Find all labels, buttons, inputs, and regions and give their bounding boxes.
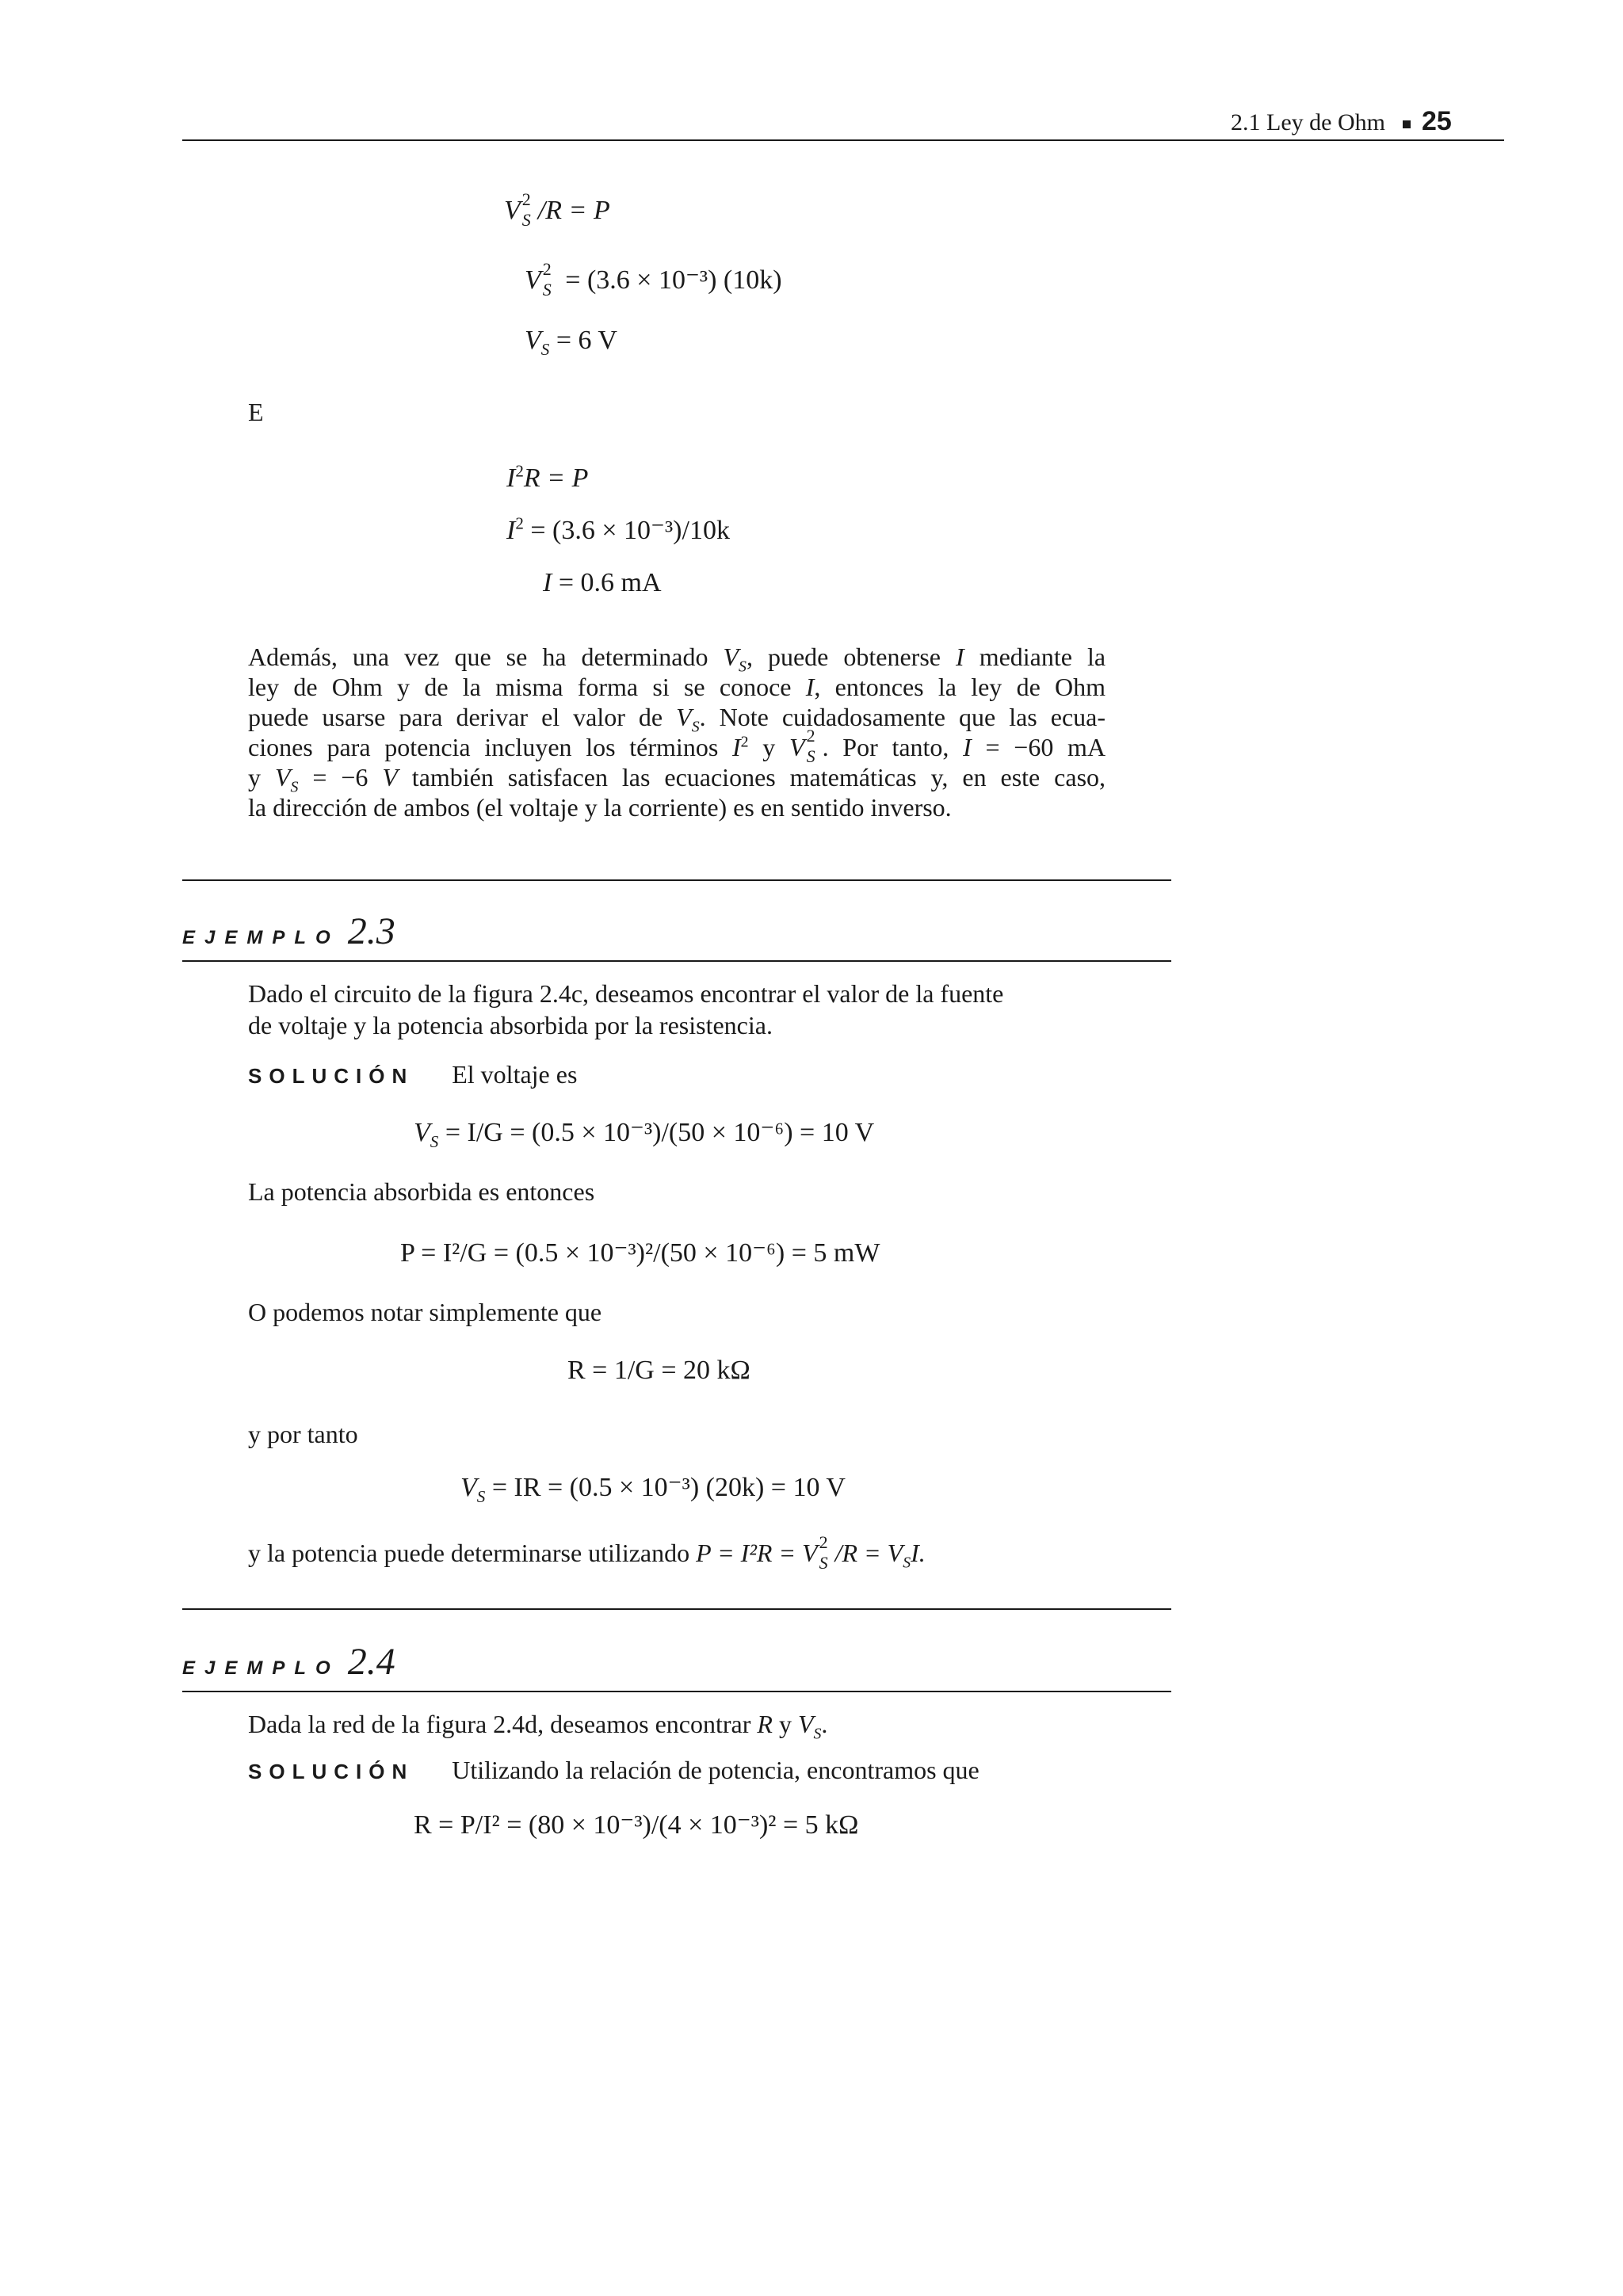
solution-text: El voltaje es (452, 1060, 578, 1089)
example-number: 2.3 (347, 910, 395, 952)
equation-text: = 0.6 mA (552, 568, 662, 597)
equation-i-1: $I^2R = P$ (506, 461, 589, 493)
solution-label: SOLUCIÓN (248, 1064, 414, 1088)
paragraph-line: ciones para potencia incluyen los términos $I^2$ y V 2 S . Por tanto, I = −60 mA (248, 726, 1106, 766)
example-heading (182, 1640, 395, 1684)
equation-i-2: $I^2 = (3.6 \times 10^{-3})/10k$ (506, 513, 730, 545)
equation-vs-2: V 2 S = (3.6 × 10⁻³) (10k) (525, 259, 782, 299)
equation-text: P = I²/G = (0.5 × 10⁻³)²/(50 × 10⁻⁶) = 5 mW (400, 1238, 880, 1268)
equation-text: R = P (523, 463, 589, 493)
paragraph-line: ley de Ohm y de la misma forma si se conoce I, entonces la ley de Ohm (248, 673, 1106, 701)
equation-text: = (3.6 × 10⁻³) (10k) (558, 265, 782, 295)
equation-text: R = P/I² = (80 × 10⁻³)/(4 × 10⁻³)² = 5 kΩ (414, 1810, 859, 1840)
paragraph-line: la dirección de ambos (el voltaje y la corriente) es en sentido inverso. (248, 793, 952, 822)
equation-vs-ir: $V_S$ = IR = (0.5 × 10⁻³) (20k) = 10 V (460, 1473, 846, 1506)
equation-r-power (414, 1810, 858, 1841)
example-word: EJEMPLO (182, 927, 340, 948)
equation-power (400, 1238, 880, 1269)
section-title: 2.1 Ley de Ohm (1231, 109, 1385, 135)
running-header (1231, 106, 1504, 138)
equation-vs-3: $V_S = 6$ V (525, 326, 617, 359)
solution-text: Utilizando la relación de potencia, encontramos que (452, 1756, 980, 1784)
paragraph-line: y $V_S = -6$ V también satisfacen las ecuaciones matemáticas y, en este caso, (248, 763, 1106, 796)
body-text: O podemos notar simplemente que (248, 1298, 602, 1326)
example-top-rule (182, 1608, 1171, 1610)
body-text: y por tanto (248, 1420, 358, 1448)
e-label: E (248, 398, 264, 426)
example-intro-line: de voltaje y la potencia absorbida por la resistencia. (248, 1011, 773, 1039)
equation-i-3: I = 0.6 mA (543, 568, 662, 597)
example-heading-rule (182, 960, 1171, 962)
bullet-square-icon (1403, 120, 1411, 128)
example-top-rule (182, 879, 1171, 881)
body-text-power: y la potencia puede determinarse utilizando P = I²R = V 2 S $/R = V_SI$. (248, 1532, 926, 1573)
body-text: La potencia absorbida es entonces (248, 1177, 595, 1206)
header-rule (182, 139, 1504, 141)
example-intro-line: Dada la red de la figura 2.4d, deseamos encontrar R y $V_S$. (248, 1710, 828, 1743)
solution-label: SOLUCIÓN (248, 1760, 414, 1783)
page-number: 25 (1421, 106, 1452, 136)
solution-line (248, 1058, 577, 1092)
equation-text: = IR = (0.5 × 10⁻³) (20k) = 10 V (485, 1473, 846, 1502)
example-number: 2.4 (347, 1641, 395, 1683)
equation-text: = 6 V (549, 326, 617, 355)
solution-line (248, 1754, 980, 1787)
equation-text: R = 1/G = 20 kΩ (567, 1356, 750, 1385)
example-heading (182, 910, 395, 953)
equation-vs-ig: $V_S = I/G = (0.5 \times 10^{-3})/(50 \times 10^{-6}) = 10$ V (414, 1118, 875, 1151)
example-heading-rule (182, 1691, 1171, 1692)
example-intro-line: Dado el circuito de la figura 2.4c, deseamos encontrar el valor de la fuente (248, 979, 1004, 1008)
equation-text: = (3.6 × 10⁻³)/10k (523, 516, 730, 545)
equation-resistance (567, 1355, 750, 1386)
equation-vs-1: V 2 S /R = P (504, 189, 610, 230)
equation-text: /R = P (537, 196, 610, 225)
example-word: EJEMPLO (182, 1657, 340, 1679)
paragraph-line: puede usarse para derivar el valor de $V_S$. Note cuidadosamente que las ecua- (248, 703, 1106, 736)
equation-text: = I/G = (0.5 × 10⁻³)/(50 × 10⁻⁶) = 10 V (438, 1118, 875, 1147)
explanation-paragraph (248, 642, 1106, 822)
paragraph-line: Además, una vez que se ha determinado $V_S$, puede obtenerse I mediante la (248, 643, 1106, 676)
